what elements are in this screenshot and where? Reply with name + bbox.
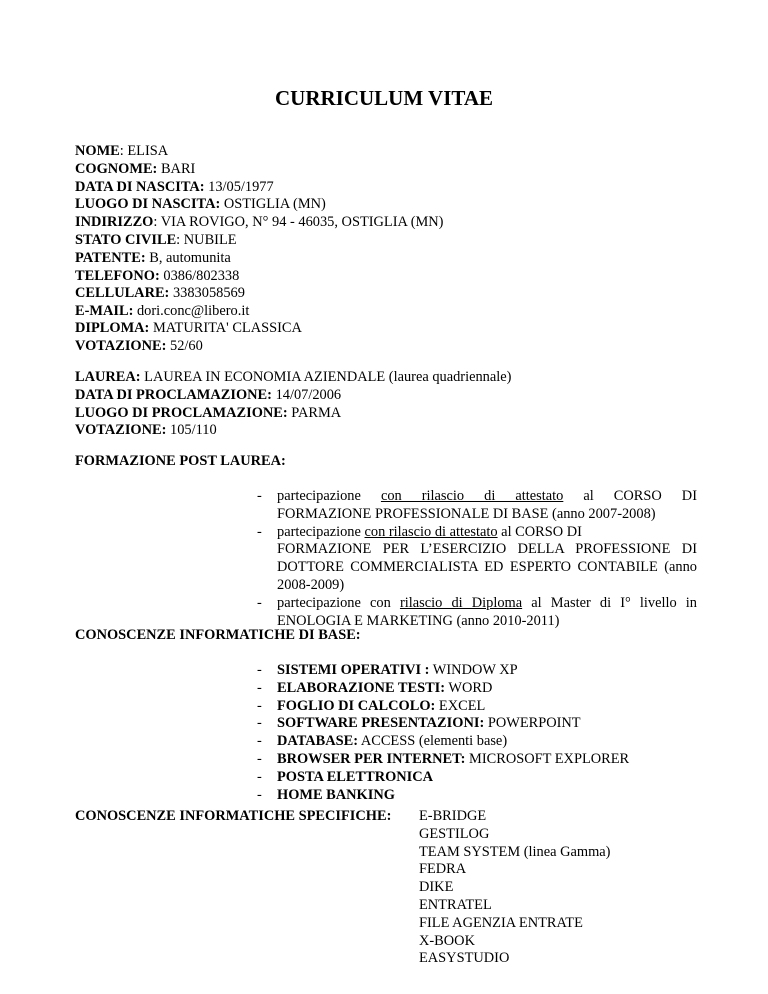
field-patente: PATENTE: B, automunita (75, 249, 231, 266)
list-item: ENTRATEL (419, 896, 492, 913)
field-cognome: COGNOME: BARI (75, 160, 196, 177)
bullet-dash: - (257, 523, 262, 540)
personal-info (75, 143, 443, 321)
list-item: - partecipazione con rilascio di Diploma al Master di I° livello in ENOLOGIA E MARKETING (anno 2010-2011) (257, 594, 698, 629)
bullet-dash: - (257, 768, 262, 785)
list-item: - HOME BANKING (257, 786, 395, 803)
list-item: EASYSTUDIO (419, 950, 510, 967)
field-indirizzo: INDIRIZZO: VIA ROVIGO, N° 94 - 46035, OSTIGLIA (MN) (75, 214, 444, 231)
it-base-heading: CONOSCENZE INFORMATICHE DI BASE: (75, 627, 361, 643)
list-item: DIKE (419, 879, 454, 896)
diploma-info (75, 320, 302, 356)
field-laurea: LAUREA: LAUREA IN ECONOMIA AZIENDALE (laurea quadriennale) (75, 369, 512, 385)
field-luogo-nascita: LUOGO DI NASCITA: OSTIGLIA (MN) (75, 196, 326, 213)
bullet-dash: - (257, 733, 262, 750)
it-base-list (257, 662, 697, 804)
list-item: FILE AGENZIA ENTRATE (419, 914, 583, 931)
field-votazione-diploma: VOTAZIONE: 52/60 (75, 337, 203, 354)
field-data-proclamazione: DATA DI PROCLAMAZIONE: 14/07/2006 (75, 386, 342, 403)
list-item: GESTILOG (419, 825, 490, 842)
list-item: - ELABORAZIONE TESTI: WORD (257, 679, 493, 696)
bullet-dash: - (257, 715, 262, 732)
laurea-info (75, 369, 511, 440)
field-email: E-MAIL: dori.conc@libero.it (75, 303, 250, 320)
page-title: CURRICULUM VITAE (275, 86, 493, 110)
list-item: TEAM SYSTEM (linea Gamma) (419, 843, 611, 860)
field-luogo-proclamazione: LUOGO DI PROCLAMAZIONE: PARMA (75, 404, 342, 421)
list-item: - FOGLIO DI CALCOLO: EXCEL (257, 697, 486, 714)
bullet-dash: - (257, 594, 262, 611)
it-specific-list (419, 808, 610, 968)
list-item: E-BRIDGE (419, 808, 487, 824)
bullet-dash: - (257, 662, 262, 678)
list-item: - SOFTWARE PRESENTAZIONI: POWERPOINT (257, 715, 581, 732)
field-telefono: TELEFONO: 0386/802338 (75, 267, 240, 284)
list-item: - SISTEMI OPERATIVI : WINDOW XP (257, 662, 518, 678)
field-cellulare: CELLULARE: 3383058569 (75, 285, 245, 302)
bullet-dash: - (257, 786, 262, 803)
list-item: X-BOOK (419, 932, 475, 949)
list-item: - BROWSER PER INTERNET: MICROSOFT EXPLORER (257, 750, 630, 767)
field-data-nascita: DATA DI NASCITA: 13/05/1977 (75, 178, 274, 195)
post-laurea-heading: FORMAZIONE POST LAUREA: (75, 453, 286, 469)
field-diploma: DIPLOMA: MATURITA' CLASSICA (75, 320, 302, 336)
bullet-dash: - (257, 750, 262, 767)
bullet-dash: - (257, 488, 262, 504)
list-item: - partecipazione con rilascio di attestato al CORSO DI FORMAZIONE PER L’ESERCIZIO DELLA PROFESSIONE DI DOTTORE COMMERCIALISTA ED ESPERTO CONTABILE (anno 2008-2009) (257, 523, 697, 593)
field-stato-civile: STATO CIVILE: NUBILE (75, 231, 237, 248)
bullet-dash: - (257, 679, 262, 696)
list-item: - POSTA ELETTRONICA (257, 768, 434, 785)
list-item: FEDRA (419, 861, 467, 878)
it-specific-heading: CONOSCENZE INFORMATICHE SPECIFICHE: (75, 808, 392, 824)
field-votazione-laurea: VOTAZIONE: 105/110 (75, 422, 217, 439)
list-item: - DATABASE: ACCESS (elementi base) (257, 733, 508, 750)
bullet-dash: - (257, 697, 262, 714)
list-item: - partecipazione con rilascio di attestato al CORSO DI FORMAZIONE PROFESSIONALE DI BASE (anno 2007-2008) (257, 488, 697, 522)
post-laurea-list (257, 488, 697, 630)
field-nome: NOME: ELISA (75, 143, 169, 159)
